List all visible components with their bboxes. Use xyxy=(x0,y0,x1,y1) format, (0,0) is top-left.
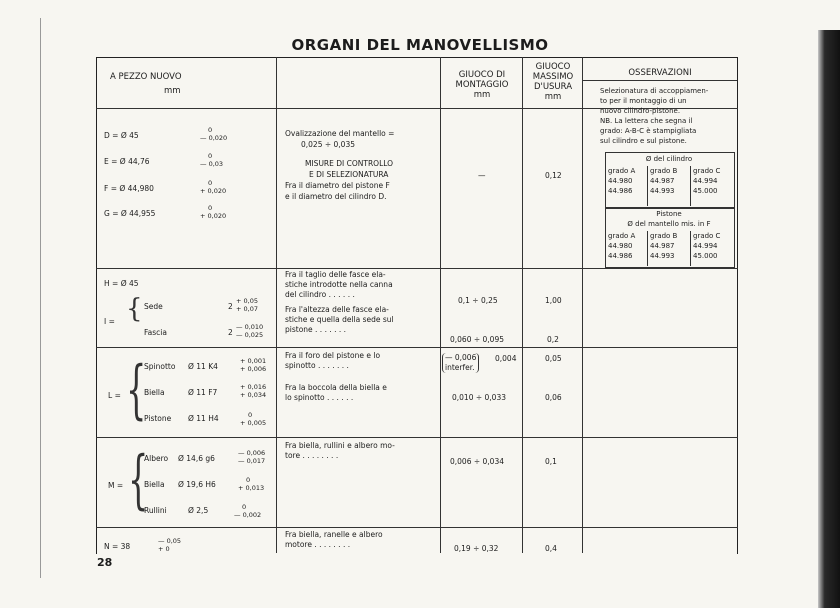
rullini-label: Rullini xyxy=(144,506,167,515)
biella-m-tolerance: 0 + 0,013 xyxy=(238,476,265,492)
biella-tolerance: + 0,016 + 0,034 xyxy=(240,383,267,399)
dim-i-label: I = xyxy=(104,317,115,326)
dim-l-label: L = xyxy=(108,391,121,400)
binding-shadow xyxy=(818,30,840,608)
biella-m-spec: Ø 19,6 H6 xyxy=(178,480,216,489)
row-l-mont-2: 0,010 ÷ 0,033 xyxy=(452,393,506,402)
header-giuoco-montaggio: GIUOCO DI MONTAGGIO mm xyxy=(455,70,509,100)
header-a-pezzo: A PEZZO NUOVO xyxy=(110,72,182,82)
row-m-description: Fra biella, rullini e albero mo- tore . . . . . . . . xyxy=(285,441,395,460)
dim-h-label: H = Ø 45 xyxy=(104,279,139,288)
brace-i: { xyxy=(126,294,143,324)
row-m-mont: 0,006 ÷ 0,034 xyxy=(450,457,504,466)
piston-grades-col-c: grado C 44.994 45.000 xyxy=(693,232,721,260)
grid-line xyxy=(647,166,648,206)
pistone-tolerance: 0 + 0,005 xyxy=(240,411,267,427)
brace-m: { xyxy=(128,443,149,517)
row-divider xyxy=(96,268,738,269)
page-number: 28 xyxy=(97,556,113,569)
cylinder-grades-col-b: grado B 44.987 44.993 xyxy=(650,167,678,195)
sede-tolerance: + 0,05 + 0,07 xyxy=(236,297,258,313)
fascia-value: 2 xyxy=(228,328,233,337)
piston-grades-title: Pistone Ø del mantello mis. in F xyxy=(627,210,711,228)
row-l-mont-1-interference: — 0,006 interfer. xyxy=(442,353,479,373)
row-l-max-2: 0,06 xyxy=(545,393,562,402)
biella-spec: Ø 11 F7 xyxy=(188,388,218,397)
sede-label: Sede xyxy=(144,302,163,311)
rullini-tolerance: 0 — 0,002 xyxy=(234,503,262,519)
dim-f-tolerance: 0 + 0,020 xyxy=(200,179,227,195)
row-d-giuoco-massimo: 0,12 xyxy=(545,171,562,180)
osserv-header-line xyxy=(582,80,737,81)
dim-n-label: N = 38 xyxy=(104,542,131,551)
left-margin-line xyxy=(40,18,41,578)
row-n-max: 0,4 xyxy=(545,544,557,553)
cylinder-grades-col-c: grado C 44.994 45.000 xyxy=(693,167,721,195)
row-h-max-1: 1,00 xyxy=(545,296,562,305)
row-l-mont-1: 0,004 xyxy=(495,354,517,363)
row-l-description-1: Fra il foro del pistone e lo spinotto . . . . . . . xyxy=(285,351,381,370)
row-h-max-2: 0,2 xyxy=(547,335,559,344)
fascia-label: Fascia xyxy=(144,328,167,337)
col-divider xyxy=(522,57,523,553)
row-h-description-1: Fra il taglio delle fasce ela- stiche introdotte nella canna del cilindro . . . . . . xyxy=(285,270,393,299)
dim-f-label: F = Ø 44,980 xyxy=(104,184,154,193)
biella-label: Biella xyxy=(144,388,165,397)
dim-g-label: G = Ø 44,955 xyxy=(104,209,156,218)
col-divider xyxy=(582,57,583,553)
fascia-tolerance: — 0,010 — 0,025 xyxy=(236,323,264,339)
brace-l: { xyxy=(126,353,147,427)
row-d-giuoco-montaggio: — xyxy=(478,171,486,180)
row-l-description-2: Fra la boccola della biella e lo spinotto . . . . . . xyxy=(285,383,387,402)
row-l-max-1: 0,05 xyxy=(545,354,562,363)
albero-label: Albero xyxy=(144,454,169,463)
dim-d-tolerance: 0 — 0,020 xyxy=(200,126,228,142)
grid-line xyxy=(647,231,648,266)
pistone-label: Pistone xyxy=(144,414,172,423)
row-h-mont-2: 0,060 ÷ 0,095 xyxy=(450,335,504,344)
albero-tolerance: — 0,006 — 0,017 xyxy=(238,449,266,465)
row-divider xyxy=(96,437,738,438)
piston-grades-col-a: grado A 44.980 44.986 xyxy=(608,232,636,260)
cylinder-grades-col-a: grado A 44.980 44.986 xyxy=(608,167,636,195)
dim-e-tolerance: 0 — 0,03 xyxy=(200,152,224,168)
header-a-pezzo-unit: mm xyxy=(164,86,181,96)
sede-value: 2 xyxy=(228,302,233,311)
row-m-max: 0,1 xyxy=(545,457,557,466)
grid-line xyxy=(690,231,691,266)
header-giuoco-massimo: GIUOCO MASSIMO D'USURA mm xyxy=(532,62,574,102)
dim-n-tolerance: — 0,05 + 0 xyxy=(158,537,182,553)
col-divider xyxy=(276,57,277,553)
piston-grades-col-b: grado B 44.987 44.993 xyxy=(650,232,678,260)
row-divider xyxy=(96,347,738,348)
albero-spec: Ø 14,6 g6 xyxy=(178,454,215,463)
row-n-mont: 0,19 ÷ 0,32 xyxy=(454,544,499,553)
row-h-mont-1: 0,1 ÷ 0,25 xyxy=(458,296,498,305)
pistone-spec: Ø 11 H4 xyxy=(188,414,219,423)
row-h-description-2: Fra l'altezza delle fasce ela- stiche e quella della sede sul pistone . . . . . . . xyxy=(285,305,394,334)
page-title: ORGANI DEL MANOVELLISMO xyxy=(291,36,549,54)
spinotto-tolerance: + 0,001 + 0,006 xyxy=(240,357,267,373)
dim-e-label: E = Ø 44,76 xyxy=(104,157,150,166)
dim-g-tolerance: 0 + 0,020 xyxy=(200,204,227,220)
row-d-osservazioni: Selezionatura di accoppiamen- to per il montaggio di un nuovo cilindro-pistone. NB. La lettera che segna il grado: A-B-C è stampigliata sul cilindro e sul pistone. xyxy=(600,87,709,145)
rullini-spec: Ø 2,5 xyxy=(188,506,209,515)
dim-m-label: M = xyxy=(108,481,124,490)
row-d-description: Ovalizzazione del mantello = 0,025 ÷ 0,035 MISURE DI CONTROLLO E DI SELEZIONATURA Fra il diametro del pistone F e il diametro del cilindro D. xyxy=(285,129,395,201)
dim-d-label: D = Ø 45 xyxy=(104,131,139,140)
col-divider xyxy=(440,57,441,553)
header-osservazioni: OSSERVAZIONI xyxy=(628,68,692,78)
spinotto-spec: Ø 11 K4 xyxy=(188,362,218,371)
cylinder-grades-title: Ø del cilindro xyxy=(645,155,693,163)
biella-m-label: Biella xyxy=(144,480,165,489)
row-n-description: Fra biella, ranelle e albero motore . . . . . . . . xyxy=(285,530,383,549)
grid-line xyxy=(690,166,691,206)
spinotto-label: Spinotto xyxy=(144,362,176,371)
row-divider xyxy=(96,527,738,528)
